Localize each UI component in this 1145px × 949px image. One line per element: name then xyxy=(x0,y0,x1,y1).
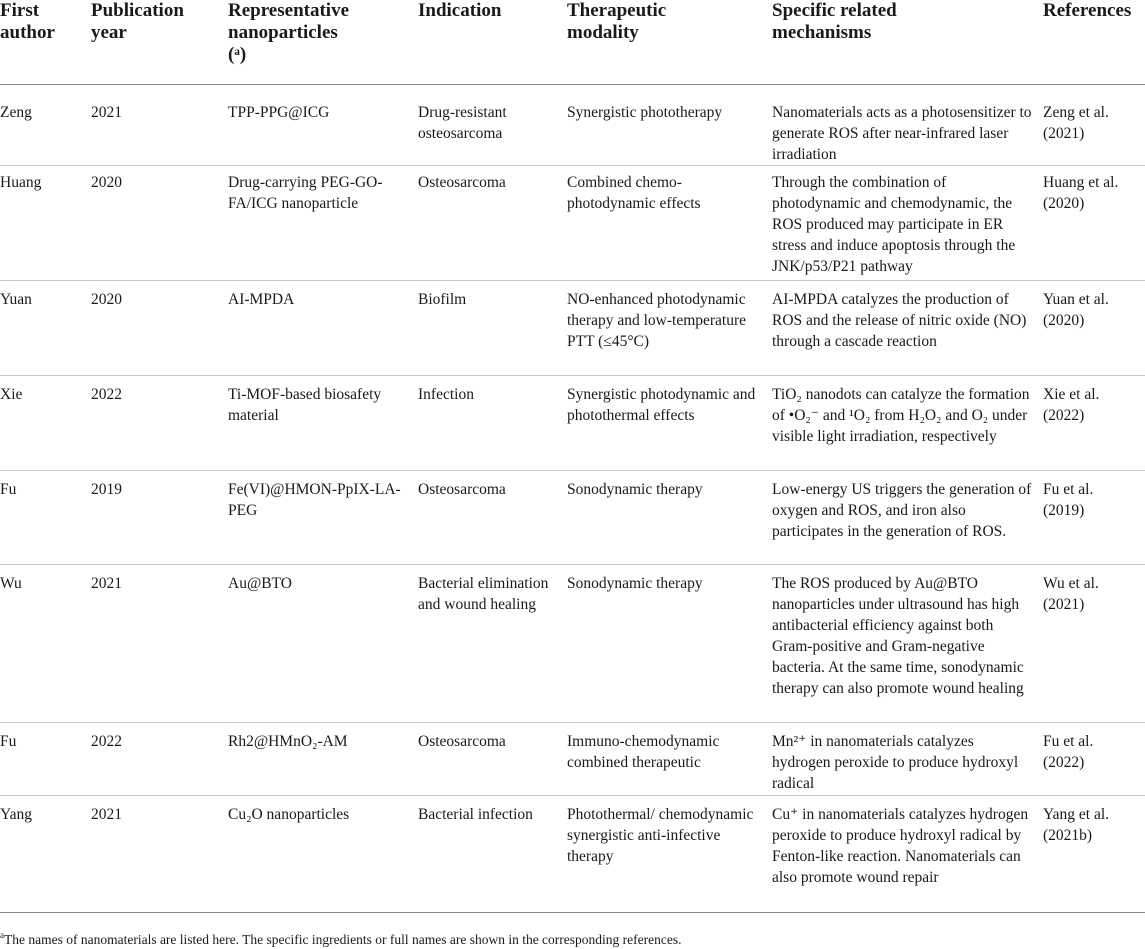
cell-reference: Huang et al. (2020) xyxy=(1043,166,1145,281)
header-first-author: First author xyxy=(0,0,91,85)
header-therapeutic-modality: Therapeutic modality xyxy=(567,0,772,85)
cell-indication: Osteosarcoma xyxy=(418,471,567,565)
cell-mechanism: Nanomaterials acts as a photosensitizer to generate ROS after near-infrared laser irradiation xyxy=(772,85,1043,166)
cell-indication: Drug-resistant osteosarcoma xyxy=(418,85,567,166)
cell-modality: Sonodynamic therapy xyxy=(567,565,772,723)
cell-nanoparticles: AI-MPDA xyxy=(228,281,418,376)
cell-indication: Infection xyxy=(418,376,567,471)
cell-nanoparticles: Ti-MOF-based biosafety material xyxy=(228,376,418,471)
cell-mechanism: TiO₂ nanodots can catalyze the formation of •O₂⁻ and ¹O₂ from H₂O₂ and O₂ under visible light irradiation, respectively xyxy=(772,376,1043,471)
cell-year: 2021 xyxy=(91,85,228,166)
table-row xyxy=(0,166,1145,281)
cell-reference: Yuan et al. (2020) xyxy=(1043,281,1145,376)
cell-reference: Fu et al. (2022) xyxy=(1043,723,1145,796)
cell-author: Yuan xyxy=(0,281,91,376)
header-row xyxy=(0,0,1145,85)
cell-author: Wu xyxy=(0,565,91,723)
cell-nanoparticles: Rh2@HMnO₂-AM xyxy=(228,723,418,796)
table-row xyxy=(0,376,1145,471)
cell-reference: Yang et al. (2021b) xyxy=(1043,796,1145,913)
cell-author: Zeng xyxy=(0,85,91,166)
header-specific-mechanisms: Specific related mechanisms xyxy=(772,0,1043,85)
cell-reference: Wu et al. (2021) xyxy=(1043,565,1145,723)
cell-indication: Biofilm xyxy=(418,281,567,376)
table-header xyxy=(0,0,1145,85)
table-row xyxy=(0,723,1145,796)
cell-indication: Bacterial elimination and wound healing xyxy=(418,565,567,723)
cell-year: 2020 xyxy=(91,166,228,281)
cell-nanoparticles: Drug-carrying PEG-GO-FA/ICG nanoparticle xyxy=(228,166,418,281)
cell-modality: NO-enhanced photodynamic therapy and low-temperature PTT (≤45°C) xyxy=(567,281,772,376)
cell-year: 2021 xyxy=(91,565,228,723)
header-publication-year: Publication year xyxy=(91,0,228,85)
cell-modality: Synergistic photodynamic and photothermal effects xyxy=(567,376,772,471)
cell-author: Fu xyxy=(0,723,91,796)
cell-author: Xie xyxy=(0,376,91,471)
cell-year: 2020 xyxy=(91,281,228,376)
cell-mechanism: Low-energy US triggers the generation of oxygen and ROS, and iron also participates in the generation of ROS. xyxy=(772,471,1043,565)
cell-year: 2022 xyxy=(91,723,228,796)
cell-year: 2019 xyxy=(91,471,228,565)
cell-mechanism: AI-MPDA catalyzes the production of ROS and the release of nitric oxide (NO) through a cascade reaction xyxy=(772,281,1043,376)
cell-indication: Bacterial infection xyxy=(418,796,567,913)
footnote-marker: a xyxy=(0,930,4,940)
cell-nanoparticles: Fe(VI)@HMON-PpIX-LA-PEG xyxy=(228,471,418,565)
cell-year: 2021 xyxy=(91,796,228,913)
table-row xyxy=(0,565,1145,723)
cell-author: Yang xyxy=(0,796,91,913)
cell-nanoparticles: TPP-PPG@ICG xyxy=(228,85,418,166)
cell-indication: Osteosarcoma xyxy=(418,166,567,281)
cell-reference: Xie et al. (2022) xyxy=(1043,376,1145,471)
cell-modality: Synergistic phototherapy xyxy=(567,85,772,166)
table-row xyxy=(0,85,1145,166)
header-representative-nanoparticles: Representative nanoparticles (ᵃ) xyxy=(228,0,418,85)
table-row xyxy=(0,471,1145,565)
table-row xyxy=(0,281,1145,376)
cell-reference: Fu et al. (2019) xyxy=(1043,471,1145,565)
cell-author: Fu xyxy=(0,471,91,565)
cell-mechanism: Mn²⁺ in nanomaterials catalyzes hydrogen peroxide to produce hydroxyl radical xyxy=(772,723,1043,796)
cell-nanoparticles: Au@BTO xyxy=(228,565,418,723)
header-references: References xyxy=(1043,0,1145,85)
cell-mechanism: Cu⁺ in nanomaterials catalyzes hydrogen peroxide to produce hydroxyl radical by Fenton-like reaction. Nanomaterials can also promote wound repair xyxy=(772,796,1043,913)
cell-modality: Photothermal/ chemodynamic synergistic anti-infective therapy xyxy=(567,796,772,913)
cell-indication: Osteosarcoma xyxy=(418,723,567,796)
cell-modality: Sonodynamic therapy xyxy=(567,471,772,565)
footnote-text: The names of nanomaterials are listed here. The specific ingredients or full names are shown in the corresponding references. xyxy=(4,932,682,947)
cell-mechanism: The ROS produced by Au@BTO nanoparticles under ultrasound has high antibacterial efficiency against both Gram-positive and Gram-negative bacteria. At the same time, sonodynamic therapy can also promote wound healing xyxy=(772,565,1043,723)
cell-mechanism: Through the combination of photodynamic and chemodynamic, the ROS produced may participate in ER stress and induce apoptosis through the JNK/p53/P21 pathway xyxy=(772,166,1043,281)
cell-modality: Immuno-chemodynamic combined therapeutic xyxy=(567,723,772,796)
table-body xyxy=(0,85,1145,913)
cell-author: Huang xyxy=(0,166,91,281)
table-row xyxy=(0,796,1145,913)
cell-reference: Zeng et al. (2021) xyxy=(1043,85,1145,166)
cell-year: 2022 xyxy=(91,376,228,471)
cell-modality: Combined chemo-photodynamic effects xyxy=(567,166,772,281)
cell-nanoparticles: Cu₂O nanoparticles xyxy=(228,796,418,913)
header-indication: Indication xyxy=(418,0,567,85)
